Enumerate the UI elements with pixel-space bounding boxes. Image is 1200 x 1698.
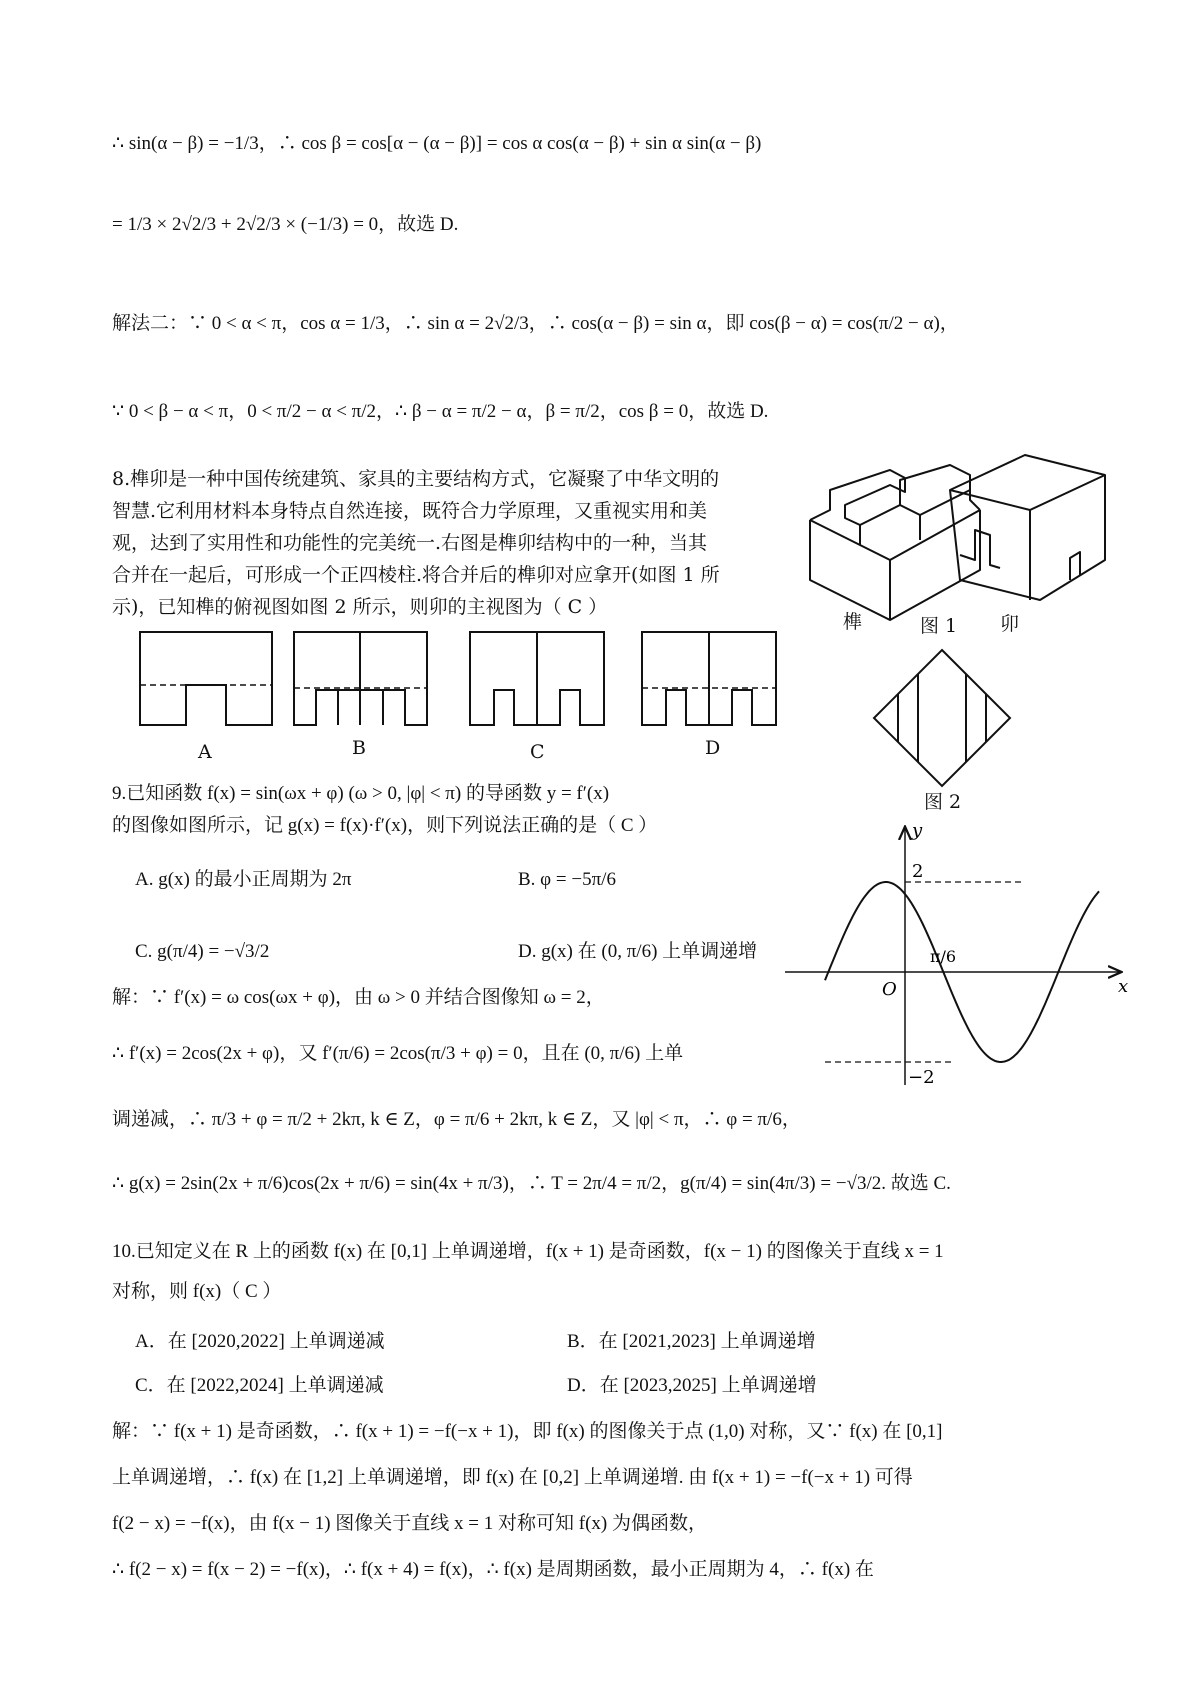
sol7-line-2: = 1/3 × 2√2/3 + 2√2/3 × (−1/3) = 0，故选 D.: [112, 214, 459, 235]
q9-sol-1: 解：∵ f′(x) = ω cos(ωx + φ)，由 ω > 0 并结合图像知 ω = 2，: [112, 987, 605, 1008]
q8-text-4: 合并在一起后，可形成一个正四棱柱.将合并后的榫卯对应拿开(如图 1 所: [112, 564, 720, 586]
sol7-line-1: ∴ sin(α − β) = −1/3，∴ cos β = cos[α − (α − β)] = cos α cos(α − β) + sin α sin(α − β): [112, 133, 762, 154]
q9-option-d: D. g(x) 在 (0, π/6) 上单调递增: [518, 941, 758, 962]
y-bottom-label: −2: [908, 1067, 935, 1088]
option-a-label: A: [198, 741, 212, 763]
y-axis-label: y: [912, 820, 923, 841]
q9-sol-3: 调递减，∴ π/3 + φ = π/2 + 2kπ, k ∈ Z，φ = π/6 + 2kπ, k ∈ Z，又 |φ| < π，∴ φ = π/6，: [112, 1109, 801, 1130]
x-tick-label: π/6: [930, 947, 957, 966]
q9-option-a: A. g(x) 的最小正周期为 2π: [135, 869, 352, 890]
option-b-figure: [294, 632, 427, 725]
q8-text-3: 观，达到了实用性和功能性的完美统一.右图是榫卯结构中的一种，当其: [112, 532, 708, 554]
q9-option-b: B. φ = −5π/6: [518, 869, 616, 890]
sol7-line-4: ∵ 0 < β − α < π，0 < π/2 − α < π/2，∴ β − α = π/2 − α，β = π/2，cos β = 0，故选 D.: [112, 401, 769, 422]
option-a-figure: [140, 632, 272, 725]
q8-text-1: 8.榫卯是一种中国传统建筑、家具的主要结构方式，它凝聚了中华文明的: [112, 468, 720, 490]
option-b-label: B: [352, 737, 366, 759]
q9-stem-1: 9.已知函数 f(x) = sin(ωx + φ) (ω > 0, |φ| < π) 的导函数 y = f′(x): [112, 783, 610, 804]
y-top-label: 2: [912, 861, 924, 882]
option-d-label: D: [705, 737, 721, 759]
q10-sol-3: f(2 − x) = −f(x)，由 f(x − 1) 图像关于直线 x = 1 对称可知 f(x) 为偶函数，: [112, 1513, 708, 1534]
q9-derivative-graph: [780, 820, 1140, 1090]
fig1-caption: 图 1: [920, 615, 958, 637]
fig1-label-tenon: 榫: [843, 611, 863, 633]
fig2-top-view: [872, 648, 1012, 788]
fig1-label-mortise: 卯: [1000, 613, 1020, 635]
q9-option-c: C. g(π/4) = −√3/2: [135, 941, 270, 962]
q10-option-d: D．在 [2023,2025] 上单调递增: [567, 1375, 817, 1396]
q9-sol-2: ∴ f′(x) = 2cos(2x + φ)，又 f′(π/6) = 2cos(π/3 + φ) = 0，且在 (0, π/6) 上单: [112, 1043, 684, 1064]
sol7-line-3: 解法二：∵ 0 < α < π，cos α = 1/3，∴ sin α = 2√2/3，∴ cos(α − β) = sin α，即 cos(β − α) = cos(π/2 − α)，: [112, 313, 959, 334]
q8-text-5: 示)，已知榫的俯视图如图 2 所示，则卯的主视图为（ C ）: [112, 596, 608, 618]
q10-sol-1: 解：∵ f(x + 1) 是奇函数，∴ f(x + 1) = −f(−x + 1)，即 f(x) 的图像关于点 (1,0) 对称，又∵ f(x) 在 [0,1]: [112, 1421, 943, 1442]
x-axis-label: x: [1118, 976, 1129, 997]
q10-sol-4: ∴ f(2 − x) = f(x − 2) = −f(x)，∴ f(x + 4) = f(x)，∴ f(x) 是周期函数，最小正周期为 4，∴ f(x) 在: [112, 1559, 874, 1580]
mortise-figure: [950, 455, 1105, 600]
q10-stem-2: 对称，则 f(x)（ C ）: [112, 1281, 282, 1302]
option-c-figure: [470, 632, 604, 725]
option-c-label: C: [530, 741, 545, 763]
q8-text-2: 智慧.它利用材料本身特点自然连接，既符合力学原理，又重视实用和美: [112, 500, 708, 522]
q10-stem-1: 10.已知定义在 R 上的函数 f(x) 在 [0,1] 上单调递增，f(x + 1) 是奇函数，f(x − 1) 的图像关于直线 x = 1: [112, 1241, 944, 1262]
q9-sol-4: ∴ g(x) = 2sin(2x + π/6)cos(2x + π/6) = sin(4x + π/3)，∴ T = 2π/4 = π/2，g(π/4) = sin(4π/3) = −√3/2. 故选 C.: [112, 1173, 951, 1194]
q10-option-c: C．在 [2022,2024] 上单调递减: [135, 1375, 384, 1396]
q10-option-a: A．在 [2020,2022] 上单调递减: [135, 1331, 385, 1352]
origin-label: O: [882, 979, 897, 1000]
q10-sol-2: 上单调递增，∴ f(x) 在 [1,2] 上单调递增，即 f(x) 在 [0,2] 上单调递增. 由 f(x + 1) = −f(−x + 1) 可得: [112, 1467, 913, 1488]
option-d-figure: [642, 632, 776, 725]
q9-stem-2: 的图像如图所示，记 g(x) = f(x)·f′(x)，则下列说法正确的是（ C ）: [112, 815, 658, 836]
fig2-caption: 图 2: [924, 791, 962, 813]
q10-option-b: B．在 [2021,2023] 上单调递增: [567, 1331, 816, 1352]
